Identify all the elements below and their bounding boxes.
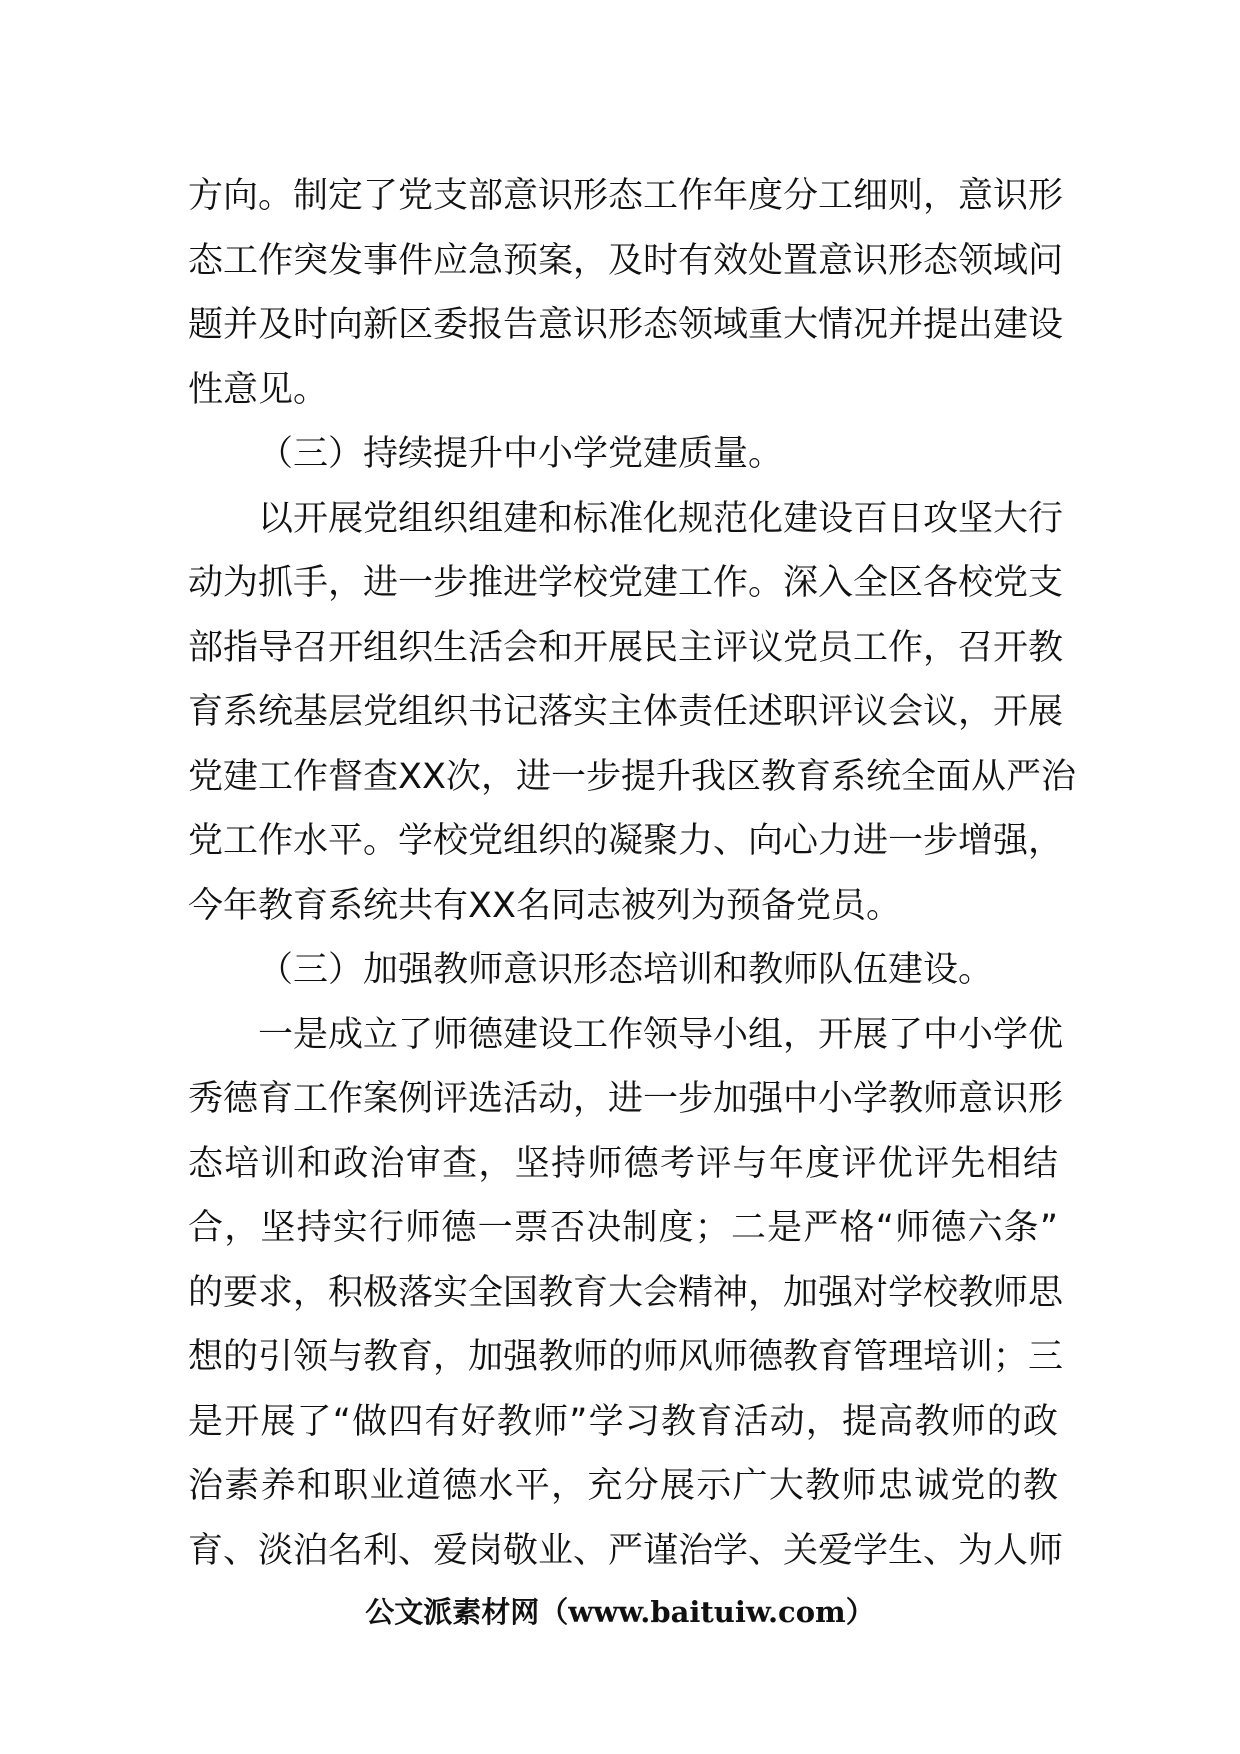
text-line: 动为抓手，进一步推进学校党建工作。深入全区各校党支 — [188, 563, 1064, 603]
text-line: 育、淡泊名利、爱岗敬业、严谨治学、关爱学生、为人师 — [188, 1530, 1064, 1571]
text-line: 部指导召开组织生活会和开展民主评议党员工作，召开教 — [188, 627, 1064, 668]
text-line: 题并及时向新区委报告意识形态领域重大情况并提出建设 — [188, 305, 1064, 345]
footer-watermark: 公文派素材网（www.baituiw.com） — [365, 1595, 875, 1629]
text-line: 的要求，积极落实全国教育大会精神，加强对学校教师思 — [188, 1272, 1064, 1313]
section-heading: （三）持续提升中小学党建质量。 — [258, 434, 784, 474]
text-line: 秀德育工作案例评选活动，进一步加强中小学教师意识形 — [188, 1079, 1064, 1119]
text-line: 一是成立了师德建设工作领导小组，开展了中小学优 — [258, 1014, 1064, 1055]
text-line: 性意见。 — [188, 369, 329, 410]
text-line: 党建工作督查XX次，进一步提升我区教育系统全面从严治 — [188, 756, 1076, 797]
text-line: 态培训和政治审查，坚持师德考评与年度评优评先相结 — [188, 1143, 1058, 1184]
text-line: 育系统基层党组织书记落实主体责任述职评议会议，开展 — [188, 692, 1064, 732]
text-line: 态工作突发事件应急预案，及时有效处置意识形态领域问 — [188, 240, 1064, 281]
text-line: 想的引领与教育，加强教师的师风师德教育管理培训；三 — [188, 1337, 1064, 1377]
text-line: 今年教育系统共有XX名同志被列为预备党员。 — [188, 885, 901, 926]
section-heading: （三）加强教师意识形态培训和教师队伍建设。 — [258, 950, 994, 990]
text-line: 合，坚持实行师德一票否决制度；二是严格“师德六条” — [188, 1208, 1058, 1248]
text-line: 方向。制定了党支部意识形态工作年度分工细则，意识形 — [188, 176, 1064, 216]
text-line: 是开展了“做四有好教师”学习教育活动，提高教师的政 — [188, 1401, 1058, 1442]
document-body — [188, 164, 1076, 1583]
text-line: 以开展党组织组建和标准化规范化建设百日攻坚大行 — [258, 498, 1064, 539]
text-line: 党工作水平。学校党组织的凝聚力、向心力进一步增强， — [188, 821, 1064, 861]
text-line: 治素养和职业道德水平，充分展示广大教师忠诚党的教 — [188, 1466, 1058, 1506]
